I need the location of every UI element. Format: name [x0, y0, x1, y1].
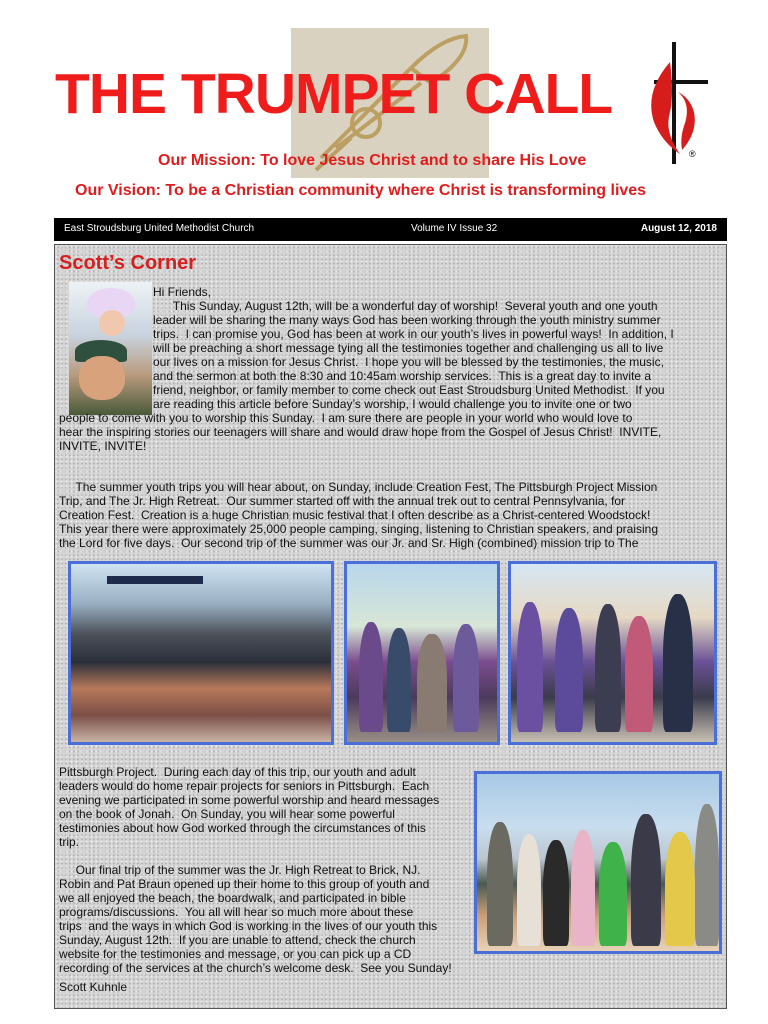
article-paragraph-pittsburgh: Pittsburgh Project. During each day of this trip, our youth and adult leaders would do home repair projects for seniors in Pittsburgh. Each evening we participated in some powerful worship and heard messages on the book of Jonah. On Sunday, you will hear some powerful testimonies about how God worked through the circumstances of this trip. — [59, 765, 440, 849]
cross-and-flame-icon — [640, 42, 710, 164]
vision-statement: Our Vision: To be a Christian community where Christ is transforming lives — [75, 182, 647, 199]
author-with-child-photo — [69, 282, 152, 415]
issue-date: August 12, 2018 — [640, 223, 717, 234]
registered-mark: ® — [689, 149, 696, 159]
article-paragraph-retreat: Our final trip of the summer was the Jr. High Retreat to Brick, NJ. Robin and Pat Braun opened up their home to this group of youth and we all enjoyed the beach, the boardwalk, and participated in bible programs/discussions. You all will hear so much more about these trips and the ways in which God is working in the lives of our youth this Sunday, August 12th. If you are unable to attend, check the church website for the testimonies and message, or you can pick up a CD recording of the services at the church’s welcome desk. See you Sunday! — [59, 863, 452, 975]
beach-group-photo — [474, 771, 722, 954]
mission-statement: Our Mission: To love Jesus Christ and to share His Love — [158, 152, 587, 169]
info-bar — [54, 218, 727, 241]
signature: Scott Kuhnle — [59, 980, 128, 994]
article-panel — [54, 244, 727, 1009]
section-heading: Scott’s Corner — [59, 252, 197, 274]
youth-group-posing-photo — [508, 561, 717, 745]
article-paragraph-intro: Hi Friends, This Sunday, August 12th, will be a wonderful day of worship! Several youth and one youth leader will be sharing the many ways God has been working through the youth ministry summer trips. I can promise you, God has been at work in our youth’s lives in powerful ways! In addition, I will be preaching a short message tying all the testimonies together and challenging us all to live our lives on a mission for Jesus Christ. I hope you will be blessed by the testimonies, the music, and the sermon at both the 8:30 and 10:45am worship services. This is a great day to invite a friend, neighbor, or family member to come check out East Stroudsburg United Methodist. If you are reading this article before Sunday’s worship, I would challenge you to invite one or two — [153, 285, 674, 411]
church-name: East Stroudsburg United Methodist Church — [64, 223, 255, 234]
newsletter-title: THE TRUMPET CALL — [55, 62, 613, 126]
volume-issue: Volume IV Issue 32 — [411, 223, 498, 234]
creation-fest-crowd-photo — [68, 561, 334, 745]
article-paragraph-invite: people to come with you to worship this Sunday. I am sure there are people in your world who would love to hear the inspiring stories our teenagers will share and would draw hope from the Gospel of Jesus Christ! INVITE, INVITE, INVITE! — [59, 411, 662, 453]
youth-group-photo — [344, 561, 500, 745]
article-paragraph-trips: The summer youth trips you will hear about, on Sunday, include Creation Fest, The Pittsburgh Project Mission Trip, and The Jr. High Retreat. Our summer started off with the annual trek out to central Pennsylvania, for Creation Fest. Creation is a huge Christian music festival that I often describe as a Christ-centered Woodstock! This year there were approximately 25,000 people camping, singing, listening to Christian speakers, and praising the Lord for five days. Our second trip of the summer was our Jr. and Sr. High (combined) mission trip to The — [59, 480, 658, 550]
